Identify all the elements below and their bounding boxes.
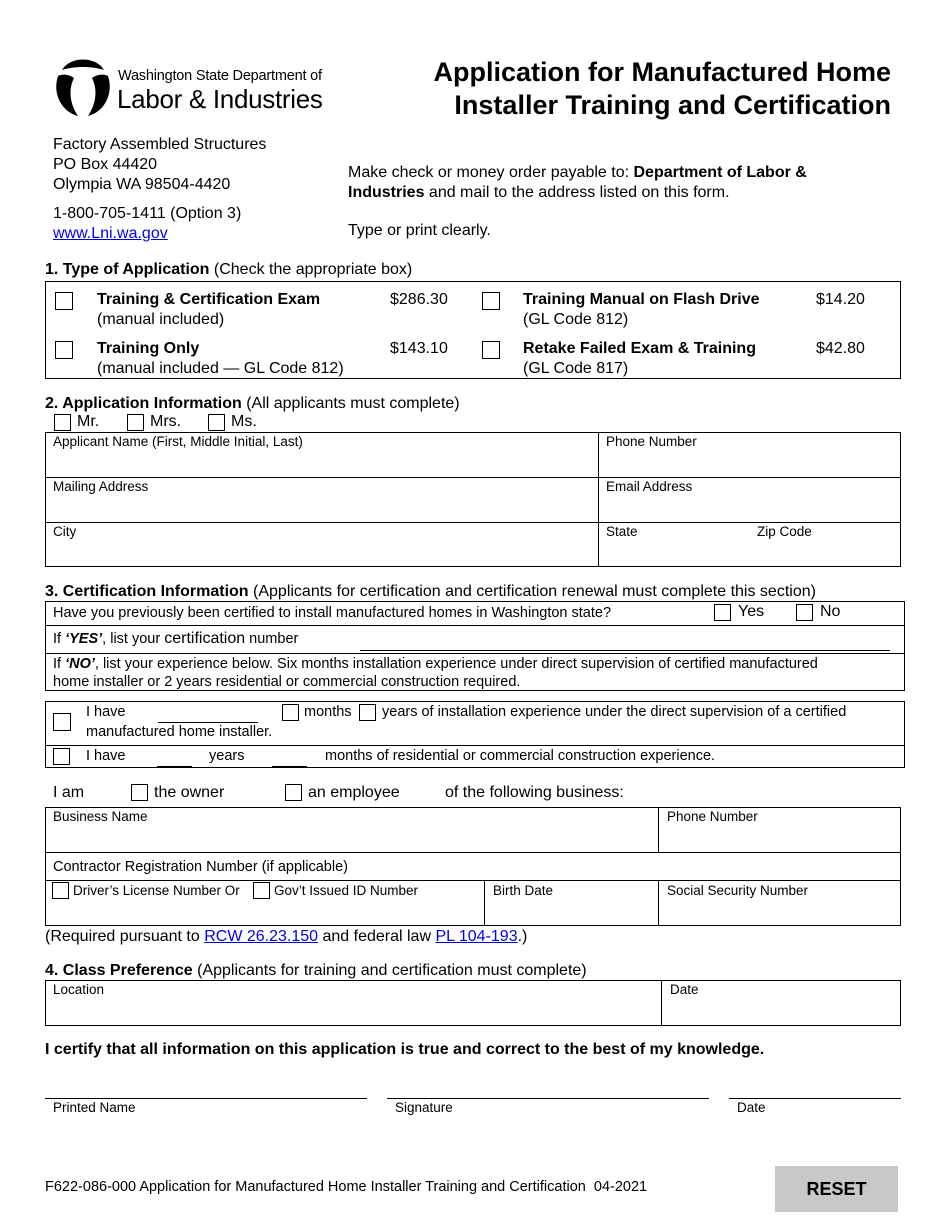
po-box: PO Box 44420 — [53, 156, 158, 173]
if-yes-b: ‘YES’ — [65, 631, 103, 647]
sign-date-line[interactable] — [729, 1098, 901, 1099]
checkbox-exp1-years[interactable] — [359, 704, 376, 721]
owner-label: the owner — [154, 784, 225, 801]
checkbox-owner[interactable] — [131, 784, 148, 801]
exp2-months-input[interactable] — [272, 766, 307, 767]
price-manual-flash: $14.20 — [816, 291, 865, 308]
option-training-only-sub: (manual included — GL Code 812) — [97, 360, 344, 377]
if-yes-d: certification — [164, 630, 246, 647]
of-business-label: of the following business: — [445, 784, 624, 801]
city-zip: Olympia WA 98504-4420 — [53, 176, 231, 193]
option-retake-exam-sub: (GL Code 817) — [523, 360, 629, 377]
label-mr: Mr. — [77, 413, 100, 430]
if-no-text — [53, 655, 898, 691]
label-mrs: Mrs. — [150, 413, 182, 430]
class-preference-table — [45, 980, 901, 1026]
if-yes-e: number — [245, 631, 299, 647]
previous-cert-question: Have you previously been certified to install manufactured homes in Washington state? — [53, 605, 612, 621]
reset-button[interactable]: RESET — [775, 1166, 898, 1212]
exp1-i-have: I have — [86, 704, 126, 720]
rcw-link[interactable]: RCW 26.23.150 — [204, 928, 319, 945]
option-manual-flash: Training Manual on Flash Drive — [523, 291, 760, 308]
if-no-a: If — [53, 656, 66, 672]
location-field[interactable]: Location — [53, 982, 105, 997]
org-name: Factory Assembled Structures — [53, 136, 267, 153]
payment-instructions — [348, 163, 868, 203]
mailing-address-block — [53, 135, 266, 244]
certification-number-line[interactable] — [360, 650, 890, 651]
label-yes: Yes — [738, 603, 765, 620]
checkbox-yes[interactable] — [714, 604, 731, 621]
label-ms: Ms. — [231, 413, 257, 430]
checkbox-mrs[interactable] — [127, 414, 144, 431]
applicant-name-field[interactable]: Applicant Name (First, Middle Initial, Last) — [53, 434, 303, 449]
checkbox-training-cert-exam[interactable] — [55, 292, 73, 310]
required-pursuant-note — [45, 928, 527, 946]
checkbox-govt-id[interactable] — [253, 882, 270, 899]
price-training-cert-exam: $286.30 — [390, 291, 448, 308]
exp2-years-label: years — [209, 748, 245, 764]
label-no: No — [820, 603, 841, 620]
section4-title: 4. Class Preference — [45, 962, 193, 979]
section2-title: 2. Application Information — [45, 395, 242, 412]
govt-id-label: Gov’t Issued ID Number — [274, 883, 419, 898]
if-no-c: , list your experience below. Six months installation experience under direct supervision of certified manufactured — [94, 656, 818, 672]
section1-title: 1. Type of Application — [45, 261, 210, 278]
logo-text-line2: Labor & Industries — [117, 84, 323, 114]
section2-heading — [45, 395, 460, 413]
lni-logo — [52, 54, 322, 118]
website-link[interactable]: www.Lni.wa.gov — [53, 225, 168, 242]
lni-logo-icon — [52, 54, 114, 118]
signature-line[interactable] — [387, 1098, 709, 1099]
business-phone-field[interactable]: Phone Number — [667, 809, 758, 824]
checkbox-no[interactable] — [796, 604, 813, 621]
exp1-months-label: months — [304, 704, 352, 720]
phone-number-field[interactable]: Phone Number — [606, 434, 697, 449]
checkbox-install-experience[interactable] — [53, 713, 71, 731]
req-b: and federal law — [318, 928, 436, 945]
option-manual-flash-sub: (GL Code 812) — [523, 311, 629, 328]
phone-number: 1-800-705-1411 (Option 3) — [53, 205, 242, 222]
state-field[interactable]: State — [606, 524, 638, 539]
checkbox-employee[interactable] — [285, 784, 302, 801]
req-c: .) — [517, 928, 528, 945]
section4-note: (Applicants for training and certification must complete) — [192, 962, 587, 979]
payee-b: Industries — [348, 184, 425, 201]
payment-suffix: and mail to the address listed on this form. — [424, 184, 730, 201]
if-no-b: ‘NO’ — [65, 656, 95, 672]
checkbox-drivers-license[interactable] — [52, 882, 69, 899]
page-title — [433, 56, 891, 122]
option-training-only: Training Only — [97, 340, 200, 357]
sign-date-label: Date — [737, 1100, 766, 1115]
exp1-text2: manufactured home installer. — [86, 724, 273, 740]
checkbox-ms[interactable] — [208, 414, 225, 431]
section3-title: 3. Certification Information — [45, 583, 249, 600]
exp2-years-input[interactable] — [157, 766, 192, 767]
exp1-years-input[interactable] — [158, 722, 258, 723]
employee-label: an employee — [308, 784, 400, 801]
logo-text-line1: Washington State Department of — [118, 68, 322, 84]
price-training-only: $143.10 — [390, 340, 448, 357]
price-retake-exam: $42.80 — [816, 340, 865, 357]
page-title-line2: Installer Training and Certification — [454, 90, 891, 120]
type-note: Type or print clearly. — [348, 222, 491, 239]
section1-heading — [45, 261, 412, 279]
checkbox-mr[interactable] — [54, 414, 71, 431]
checkbox-retake-exam[interactable] — [482, 341, 500, 359]
certify-statement: I certify that all information on this application is true and correct to the best of my knowledge. — [45, 1041, 765, 1058]
req-a: (Required pursuant to — [45, 928, 205, 945]
city-field[interactable]: City — [53, 524, 77, 539]
option-training-cert-exam-sub: (manual included) — [97, 311, 225, 328]
exp1-text: years of installation experience under the direct supervision of a certified — [382, 704, 847, 720]
checkbox-training-only[interactable] — [55, 341, 73, 359]
pl-link[interactable]: PL 104-193 — [435, 928, 518, 945]
section3-heading — [45, 583, 816, 601]
option-retake-exam: Retake Failed Exam & Training — [523, 340, 756, 357]
printed-name-line[interactable] — [45, 1098, 367, 1099]
payment-prefix: Make check or money order payable to: — [348, 164, 634, 181]
printed-name-label: Printed Name — [53, 1100, 136, 1115]
i-am-label: I am — [53, 784, 85, 801]
checkbox-manual-flash[interactable] — [482, 292, 500, 310]
ssn-field[interactable]: Social Security Number — [667, 883, 809, 898]
email-address-field[interactable]: Email Address — [606, 479, 693, 494]
payee-a: Department of Labor & — [633, 164, 807, 181]
page-title-line1: Application for Manufactured Home — [433, 57, 891, 87]
form-id: F622-086-000 Application for Manufactured Home Installer Training and Certification 04-2021 — [45, 1179, 648, 1195]
option-training-cert-exam: Training & Certification Exam — [97, 291, 321, 308]
if-yes-c: , list your — [102, 631, 165, 647]
exp2-text: months of residential or commercial construction experience. — [325, 748, 716, 764]
if-no-line2: home installer or 2 years residential or commercial construction required. — [53, 674, 521, 690]
business-name-field[interactable]: Business Name — [53, 809, 148, 824]
checkbox-exp1-months[interactable] — [282, 704, 299, 721]
section3-note: (Applicants for certification and certification renewal must complete this section) — [248, 583, 816, 600]
section1-note: (Check the appropriate box) — [209, 261, 413, 278]
contractor-reg-field[interactable]: Contractor Registration Number (if applicable) — [53, 859, 348, 875]
if-yes-label — [53, 630, 298, 648]
mailing-address-field[interactable]: Mailing Address — [53, 479, 149, 494]
section2-note: (All applicants must complete) — [241, 395, 460, 412]
section4-heading — [45, 962, 587, 980]
signature-label: Signature — [395, 1100, 453, 1115]
checkbox-construction-experience[interactable] — [53, 748, 70, 765]
if-yes-a: If — [53, 631, 66, 647]
exp2-i-have: I have — [86, 748, 126, 764]
drivers-license-label: Driver’s License Number Or — [73, 883, 240, 898]
applicant-info-table — [45, 432, 901, 567]
zip-code-field[interactable]: Zip Code — [757, 524, 812, 539]
class-date-field[interactable]: Date — [670, 982, 699, 997]
birth-date-field[interactable]: Birth Date — [493, 883, 554, 898]
